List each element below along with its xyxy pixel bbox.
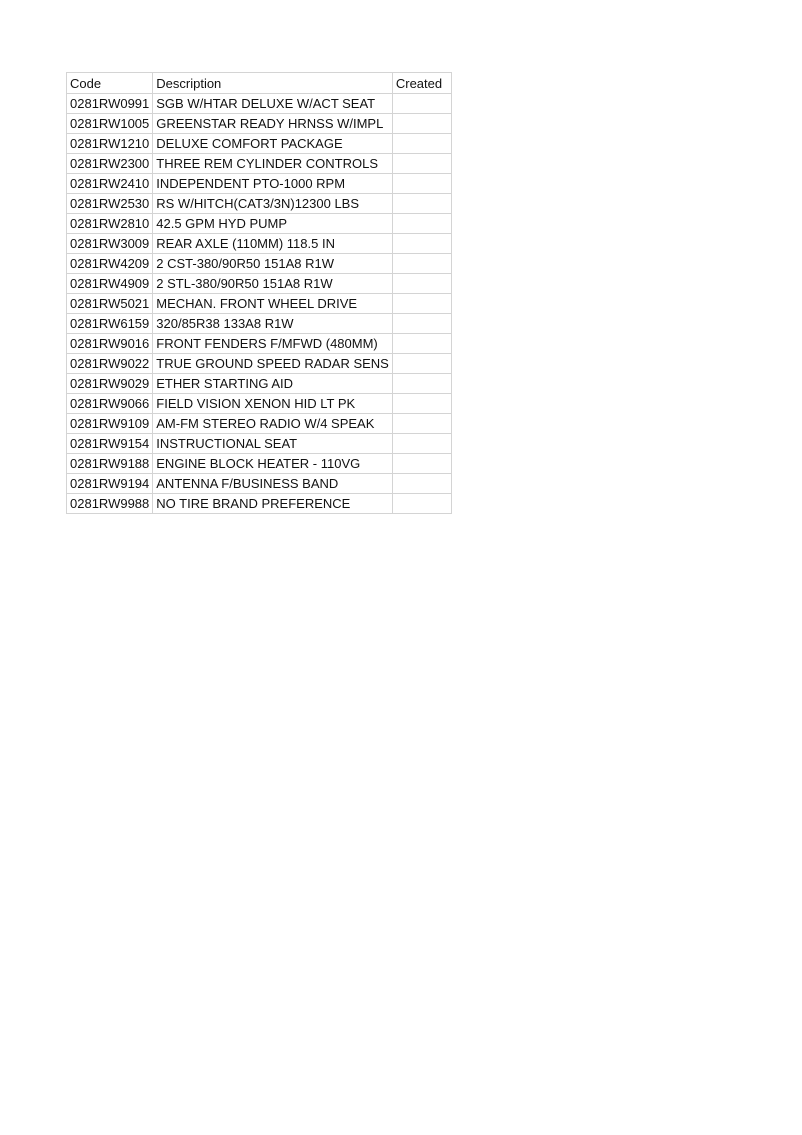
- table-row: [67, 214, 452, 234]
- table-row: [67, 274, 452, 294]
- code-cell: 0281RW2300: [67, 154, 153, 174]
- description-cell: FIELD VISION XENON HID LT PK: [153, 394, 393, 414]
- table-row: [67, 194, 452, 214]
- code-cell: 0281RW9194: [67, 474, 153, 494]
- code-cell: 0281RW0991: [67, 94, 153, 114]
- code-cell: 0281RW9188: [67, 454, 153, 474]
- code-cell: 0281RW1005: [67, 114, 153, 134]
- description-cell: INSTRUCTIONAL SEAT: [153, 434, 393, 454]
- description-cell: AM-FM STEREO RADIO W/4 SPEAK: [153, 414, 393, 434]
- created-cell: [392, 454, 451, 474]
- table-header-row: [67, 73, 452, 94]
- description-cell: ETHER STARTING AID: [153, 374, 393, 394]
- created-cell: [392, 154, 451, 174]
- created-cell: [392, 174, 451, 194]
- code-cell: 0281RW9154: [67, 434, 153, 454]
- created-cell: [392, 414, 451, 434]
- description-cell: SGB W/HTAR DELUXE W/ACT SEAT: [153, 94, 393, 114]
- created-cell: [392, 214, 451, 234]
- description-cell: GREENSTAR READY HRNSS W/IMPL: [153, 114, 393, 134]
- created-cell: [392, 314, 451, 334]
- code-cell: 0281RW9988: [67, 494, 153, 514]
- options-table: [66, 72, 452, 514]
- created-cell: [392, 194, 451, 214]
- description-cell: RS W/HITCH(CAT3/3N)12300 LBS: [153, 194, 393, 214]
- table-row: [67, 334, 452, 354]
- table-row: [67, 494, 452, 514]
- header-description: Description: [153, 73, 393, 94]
- description-cell: 2 STL-380/90R50 151A8 R1W: [153, 274, 393, 294]
- created-cell: [392, 94, 451, 114]
- code-cell: 0281RW4909: [67, 274, 153, 294]
- description-cell: 320/85R38 133A8 R1W: [153, 314, 393, 334]
- created-cell: [392, 134, 451, 154]
- table-row: [67, 234, 452, 254]
- code-cell: 0281RW5021: [67, 294, 153, 314]
- code-cell: 0281RW9066: [67, 394, 153, 414]
- created-cell: [392, 234, 451, 254]
- table-row: [67, 414, 452, 434]
- created-cell: [392, 394, 451, 414]
- code-cell: 0281RW6159: [67, 314, 153, 334]
- created-cell: [392, 114, 451, 134]
- description-cell: ENGINE BLOCK HEATER - 110VG: [153, 454, 393, 474]
- created-cell: [392, 374, 451, 394]
- table-row: [67, 94, 452, 114]
- created-cell: [392, 474, 451, 494]
- description-cell: INDEPENDENT PTO-1000 RPM: [153, 174, 393, 194]
- table-row: [67, 374, 452, 394]
- code-cell: 0281RW9029: [67, 374, 153, 394]
- created-cell: [392, 274, 451, 294]
- code-cell: 0281RW2410: [67, 174, 153, 194]
- code-cell: 0281RW2530: [67, 194, 153, 214]
- code-cell: 0281RW2810: [67, 214, 153, 234]
- created-cell: [392, 294, 451, 314]
- code-cell: 0281RW1210: [67, 134, 153, 154]
- created-cell: [392, 354, 451, 374]
- description-cell: DELUXE COMFORT PACKAGE: [153, 134, 393, 154]
- description-cell: THREE REM CYLINDER CONTROLS: [153, 154, 393, 174]
- code-cell: 0281RW9109: [67, 414, 153, 434]
- table-row: [67, 254, 452, 274]
- table-row: [67, 294, 452, 314]
- table-body: [67, 94, 452, 514]
- created-cell: [392, 254, 451, 274]
- description-cell: MECHAN. FRONT WHEEL DRIVE: [153, 294, 393, 314]
- code-cell: 0281RW3009: [67, 234, 153, 254]
- table-row: [67, 134, 452, 154]
- table-row: [67, 114, 452, 134]
- code-cell: 0281RW4209: [67, 254, 153, 274]
- description-cell: FRONT FENDERS F/MFWD (480MM): [153, 334, 393, 354]
- description-cell: TRUE GROUND SPEED RADAR SENS: [153, 354, 393, 374]
- table-row: [67, 474, 452, 494]
- code-cell: 0281RW9016: [67, 334, 153, 354]
- description-cell: 42.5 GPM HYD PUMP: [153, 214, 393, 234]
- header-created: Created: [392, 73, 451, 94]
- table-row: [67, 154, 452, 174]
- created-cell: [392, 434, 451, 454]
- code-cell: 0281RW9022: [67, 354, 153, 374]
- table-row: [67, 394, 452, 414]
- table-row: [67, 314, 452, 334]
- table-row: [67, 354, 452, 374]
- header-code: Code: [67, 73, 153, 94]
- table-row: [67, 434, 452, 454]
- table-row: [67, 174, 452, 194]
- description-cell: 2 CST-380/90R50 151A8 R1W: [153, 254, 393, 274]
- description-cell: NO TIRE BRAND PREFERENCE: [153, 494, 393, 514]
- table-row: [67, 454, 452, 474]
- created-cell: [392, 334, 451, 354]
- created-cell: [392, 494, 451, 514]
- description-cell: REAR AXLE (110MM) 118.5 IN: [153, 234, 393, 254]
- description-cell: ANTENNA F/BUSINESS BAND: [153, 474, 393, 494]
